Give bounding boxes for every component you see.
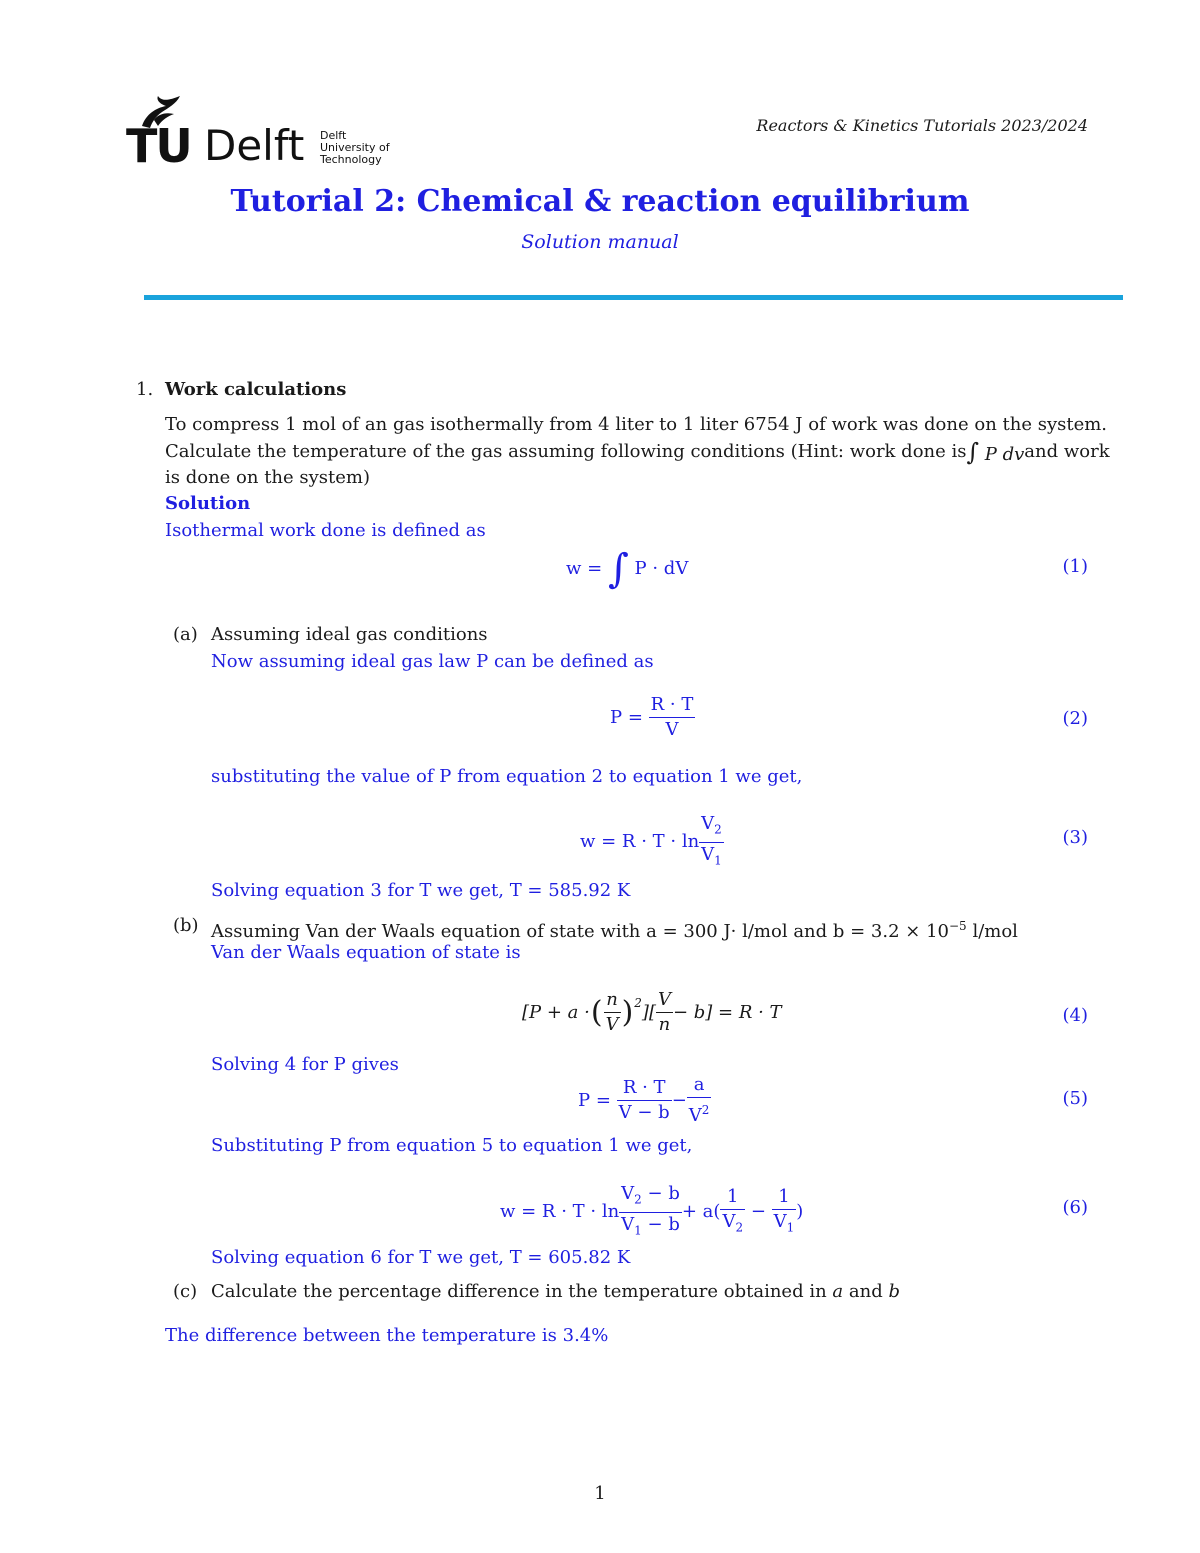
eq6-minus: − bbox=[750, 1201, 766, 1223]
eq6-f3-den-sub: 1 bbox=[786, 1220, 795, 1235]
eq6-f2-den: V bbox=[722, 1210, 736, 1232]
eq4-square: 2 bbox=[634, 996, 642, 1010]
eq4-vv: V bbox=[656, 988, 673, 1013]
eq4-part1: [P + a · bbox=[522, 1001, 590, 1023]
page-number: 1 bbox=[594, 1483, 606, 1504]
eq5-f1-den: V − b bbox=[618, 1102, 670, 1123]
eq5-f2-num: a bbox=[687, 1073, 712, 1098]
equation-2 bbox=[610, 693, 695, 742]
eq6-fraction2 bbox=[720, 1185, 745, 1240]
eq5-f2-sup: 2 bbox=[701, 1103, 710, 1117]
equation-3-number: (3) bbox=[1062, 827, 1088, 848]
eq4-fraction-v-n bbox=[656, 988, 673, 1037]
equation-5 bbox=[578, 1073, 711, 1128]
equation-4: [P + a · ( $\frac{n}{V}$ ) $^2$ ][ $\frac{V}{n}$ − b] = R · T bbox=[522, 989, 782, 1035]
eq4-part3: − b] = R · T bbox=[672, 1001, 782, 1023]
page-title: Tutorial 2: Chemical & reaction equilibrium bbox=[230, 184, 970, 219]
eq6-f1-den-rest: − b bbox=[641, 1213, 680, 1235]
part-b-sol4: Solving equation 6 for T we get, T = 605.82 K bbox=[211, 1247, 631, 1268]
eq2-numerator: R · T bbox=[649, 693, 696, 718]
solution-label: Solution bbox=[165, 493, 251, 514]
eq5-f2-den: V bbox=[688, 1105, 702, 1126]
part-a-sol3: Solving equation 3 for T we get, T = 585.92 K bbox=[211, 880, 631, 901]
part-b-text-pre: Assuming Van der Waals equation of state with a = 300 J· l/mol and b = 3.2 × 10 bbox=[211, 921, 949, 942]
part-c-a: a bbox=[832, 1281, 844, 1302]
part-a-label: (a) bbox=[173, 624, 198, 645]
eq5-f1-num: R · T bbox=[617, 1076, 672, 1101]
eq4-nn: n bbox=[658, 1014, 671, 1035]
eq6-f3-den: V bbox=[773, 1210, 787, 1232]
eq3-num-sub: 2 bbox=[714, 822, 722, 837]
eq3-den-sub: 1 bbox=[714, 853, 722, 868]
eq2-lhs: P = bbox=[610, 706, 643, 728]
eq3-numerator: V bbox=[701, 813, 715, 834]
part-a-sol2: substituting the value of P from equation 2 to equation 1 we get, bbox=[211, 766, 803, 787]
eq6-f1-num: V bbox=[621, 1183, 635, 1204]
solution-intro: Isothermal work done is defined as bbox=[165, 520, 486, 541]
eq6-plus: + a( bbox=[681, 1201, 721, 1223]
part-a-text: Assuming ideal gas conditions bbox=[211, 624, 488, 645]
eq5-lhs: P = bbox=[578, 1089, 611, 1111]
part-c-and: and bbox=[848, 1281, 883, 1302]
hint-expression bbox=[967, 439, 1025, 468]
eq3-fraction bbox=[699, 812, 724, 872]
logo-delft: Delft bbox=[204, 121, 305, 170]
question-text-line1: To compress 1 mol of an gas isothermally from 4 liter to 1 liter 6754 J of work was done on the system. bbox=[165, 414, 1108, 435]
equation-6 bbox=[500, 1182, 803, 1242]
hint-integral: ∫ bbox=[966, 438, 980, 466]
eq1-lhs: w = bbox=[566, 558, 603, 579]
eq6-f1-den: V bbox=[621, 1213, 635, 1235]
eq5-fraction2 bbox=[687, 1073, 712, 1128]
question-heading: Work calculations bbox=[165, 379, 347, 400]
eq2-fraction bbox=[649, 693, 696, 742]
part-b-sol1: Van der Waals equation of state is bbox=[211, 942, 521, 963]
part-b-sol2: Solving 4 for P gives bbox=[211, 1054, 399, 1075]
eq3-lhs: w = R · T · ln bbox=[580, 831, 700, 853]
equation-3 bbox=[580, 812, 724, 872]
part-c-b: b bbox=[888, 1281, 901, 1302]
part-c-text-pre: Calculate the percentage difference in the temperature obtained in bbox=[211, 1281, 827, 1302]
part-b-exponent: −5 bbox=[949, 919, 967, 933]
logo-subtitle: Delft University of Technology bbox=[320, 129, 390, 166]
eq4-n: n bbox=[604, 988, 621, 1013]
logo-tu: TU bbox=[126, 119, 191, 173]
part-c-text bbox=[211, 1279, 900, 1305]
eq1-integral: ∫ bbox=[607, 546, 629, 592]
eq4-v: V bbox=[605, 1014, 619, 1035]
eq5-fraction1 bbox=[617, 1076, 672, 1125]
eq1-rhs: P · dV bbox=[634, 558, 689, 579]
eq6-close: ) bbox=[796, 1201, 804, 1223]
eq6-f2-den-sub: 2 bbox=[735, 1220, 744, 1235]
question-text-line2-post: and work bbox=[1024, 441, 1110, 462]
page-subtitle: Solution manual bbox=[521, 231, 679, 253]
eq6-f1-num-sub: 2 bbox=[634, 1192, 642, 1207]
eq6-f1-num-rest: − b bbox=[641, 1183, 680, 1204]
header-divider bbox=[144, 295, 1123, 300]
eq6-lhs: w = R · T · ln bbox=[500, 1201, 620, 1223]
eq6-fraction1 bbox=[619, 1182, 682, 1242]
part-b-label: (b) bbox=[173, 915, 199, 936]
eq2-denominator: V bbox=[665, 719, 679, 740]
tu-delft-logo bbox=[126, 94, 396, 174]
question-text-line3: is done on the system) bbox=[165, 467, 371, 488]
course-header: Reactors & Kinetics Tutorials 2023/2024 bbox=[756, 116, 1088, 135]
equation-1-number: (1) bbox=[1062, 556, 1088, 577]
part-b-sol3: Substituting P from equation 5 to equation 1 we get, bbox=[211, 1135, 693, 1156]
question-text-line2-pre: Calculate the temperature of the gas assuming following conditions (Hint: work done is bbox=[165, 441, 967, 462]
hint-expr: P dv bbox=[984, 444, 1025, 465]
equation-1 bbox=[566, 544, 688, 594]
equation-2-number: (2) bbox=[1062, 708, 1088, 729]
eq5-minus: − bbox=[671, 1089, 687, 1111]
equation-4-number: (4) bbox=[1062, 1005, 1088, 1026]
eq6-f2-num: 1 bbox=[720, 1185, 745, 1210]
eq4-part2: ][ bbox=[641, 1001, 656, 1023]
question-number: 1. bbox=[136, 379, 154, 400]
equation-6-number: (6) bbox=[1062, 1197, 1088, 1218]
eq4-fraction-n-v bbox=[604, 988, 621, 1037]
question-text-line2 bbox=[165, 438, 1110, 468]
eq6-f3-num: 1 bbox=[772, 1185, 797, 1210]
part-a-sol1: Now assuming ideal gas law P can be defined as bbox=[211, 651, 654, 672]
eq6-f1-den-sub: 1 bbox=[634, 1223, 642, 1238]
eq3-denominator: V bbox=[701, 843, 715, 865]
equation-5-number: (5) bbox=[1062, 1088, 1088, 1109]
final-answer: The difference between the temperature is 3.4% bbox=[165, 1325, 609, 1346]
part-b-text-post: l/mol bbox=[972, 921, 1018, 942]
eq6-fraction3 bbox=[772, 1185, 797, 1240]
part-c-label: (c) bbox=[173, 1281, 198, 1302]
